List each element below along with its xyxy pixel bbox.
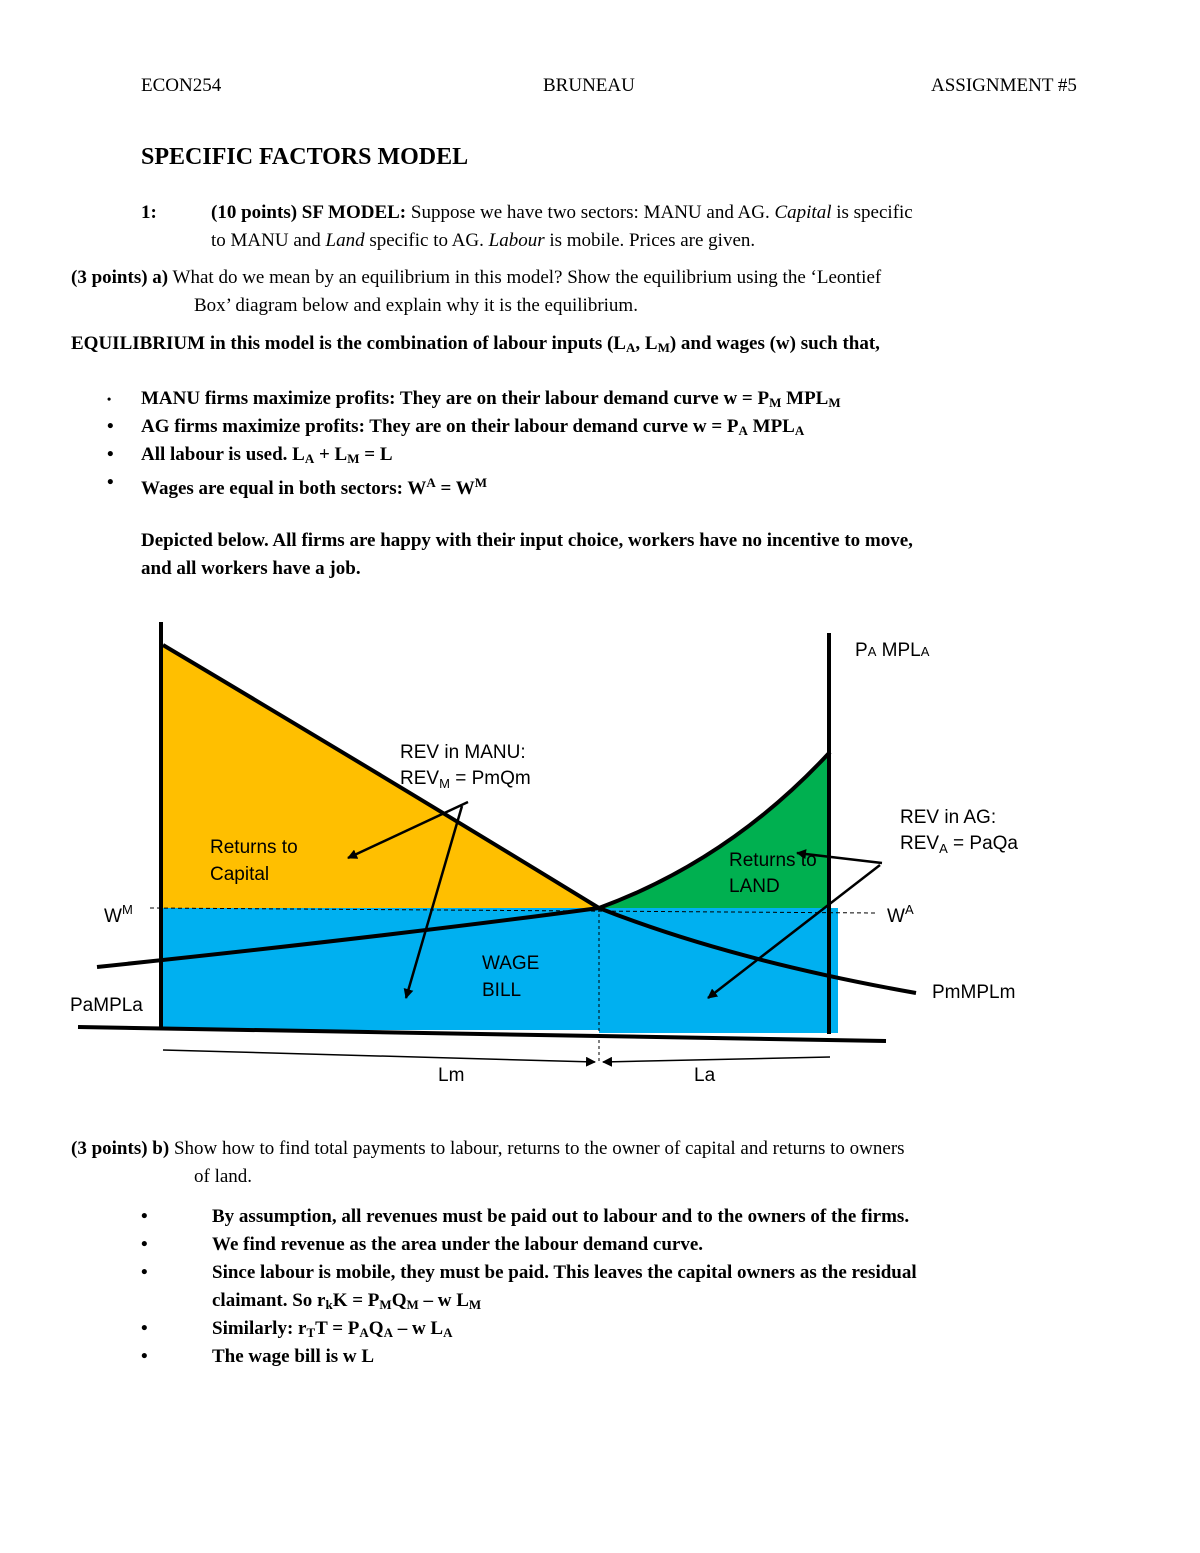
list-item: claimant. So $r_kK = P_MQ_M - w$ $L_M$ [212,1290,482,1312]
q1-text-5: is mobile. Prices are given. [549,230,756,251]
list-item: • The wage bill is w L [212,1343,917,1371]
bullet-icon: • [141,1234,148,1255]
header-assignment: ASSIGNMENT #5 [931,75,1077,96]
list-item: • We find revenue as the area under the labour demand curve. [212,1231,917,1259]
list-item: • Wages are equal in both sectors: $W^A = W^M$ [141,469,841,497]
bullet-icon: • [107,392,112,406]
returns-capital-label-2: Capital [210,864,270,885]
bullet-icon: • [107,444,114,465]
header-name: BRUNEAU [543,75,635,96]
returns-to-land-area [599,752,830,908]
bullet-icon: • [141,1346,148,1367]
pmmplm-label: PmMPLm [932,982,1016,1003]
returns-land-label-2: LAND [729,876,780,897]
wage-bill-label-1: WAGE [482,953,540,974]
q1-capital: Capital [774,202,832,223]
page-title: SPECIFIC FACTORS MODEL [141,144,469,170]
q1-text-1: Suppose we have two sectors: MANU and AG. [410,202,770,223]
rev-manu-formula: $REV_M$ = PmQm [400,768,531,791]
qb-line-1 [71,1135,905,1163]
wage-bill-label-2: BILL [482,980,522,1001]
pa-mpla-top-label: PA MPLA [855,640,930,661]
rev-ag-label: REV in AG: [900,807,997,828]
bullet-icon: • [107,416,114,437]
wa-label: $W^A$ [887,902,914,927]
qb-text-1: Show how to find total payments to labour, returns to the owner of capital and returns to owners [173,1138,905,1159]
leontief-box-diagram [0,610,1200,1095]
header-course: ECON254 [141,75,222,96]
bullet-icon: • [141,1206,148,1227]
la-label: La [694,1065,716,1086]
q1-labour: Labour [488,230,545,251]
q1-number: 1: [141,202,157,223]
rev-manu-label: REV in MANU: [400,742,526,763]
bullet-icon: • [141,1262,148,1283]
q1-points: (10 points) [211,202,298,223]
qb-letter: b) [152,1138,170,1159]
list-item: • All labour is used. $L_A + L_M = L$ [141,441,841,469]
q1-line-2 [211,227,755,255]
list-item: • Similarly: $r_TT = P_AQ_A - w$ $L_A$ [212,1315,917,1343]
qa-line-1 [71,264,881,292]
list-item: • AG firms maximize profits: They are on their labour demand curve $w = P_A$ $MPL_A$ [141,413,841,441]
equilibrium-definition: EQUILIBRIUM in this model is the combination of labour inputs ($L_A$, $L_M$) and wages (w) such that, [71,333,880,355]
list-item: • MANU firms maximize profits: They are on their labour demand curve $w = P_M$ $MPL_M$ [141,385,841,413]
q1-land: Land [325,230,365,251]
rev-ag-formula: $REV_A$ = PaQa [900,833,1018,856]
lm-label: Lm [438,1065,465,1086]
wm-label: $W^M$ [104,902,133,927]
qa-text-1: What do we mean by an equilibrium in this model? Show the equilibrium using the ‘Leontief [172,267,882,288]
qa-line-2: Box’ diagram below and explain why it is the equilibrium. [194,295,638,316]
qb-points: (3 points) [71,1138,148,1159]
qa-letter: a) [152,267,169,288]
list-item: • By assumption, all revenues must be paid out to labour and to the owners of the firms. [212,1203,917,1231]
lm-arrow [163,1050,595,1062]
depicted-line-1: Depicted below. All firms are happy with their input choice, workers have no incentive to move, [141,530,913,551]
pampla-label: PaMPLa [70,995,143,1016]
returns-capital-label-1: Returns to [210,837,298,858]
la-arrow [603,1057,830,1062]
bullet-icon: • [107,472,114,493]
bullet-icon: • [141,1318,148,1339]
q1-line-1 [211,199,913,227]
list-item: • Since labour is mobile, they must be paid. This leaves the capital owners as the residual [212,1259,917,1287]
q1-lead: SF MODEL: [301,202,407,223]
q1-text-2: is specific [836,202,913,223]
q1-text-4: specific to AG. [369,230,484,251]
depicted-line-2: and all workers have a job. [141,558,361,579]
qa-points: (3 points) [71,267,148,288]
payments-list [141,1203,917,1371]
equilibrium-conditions [107,385,841,499]
qb-line-2: of land. [194,1166,253,1187]
q1-text-3: to MANU and [211,230,321,251]
returns-land-label-1: Returns to [729,850,817,871]
